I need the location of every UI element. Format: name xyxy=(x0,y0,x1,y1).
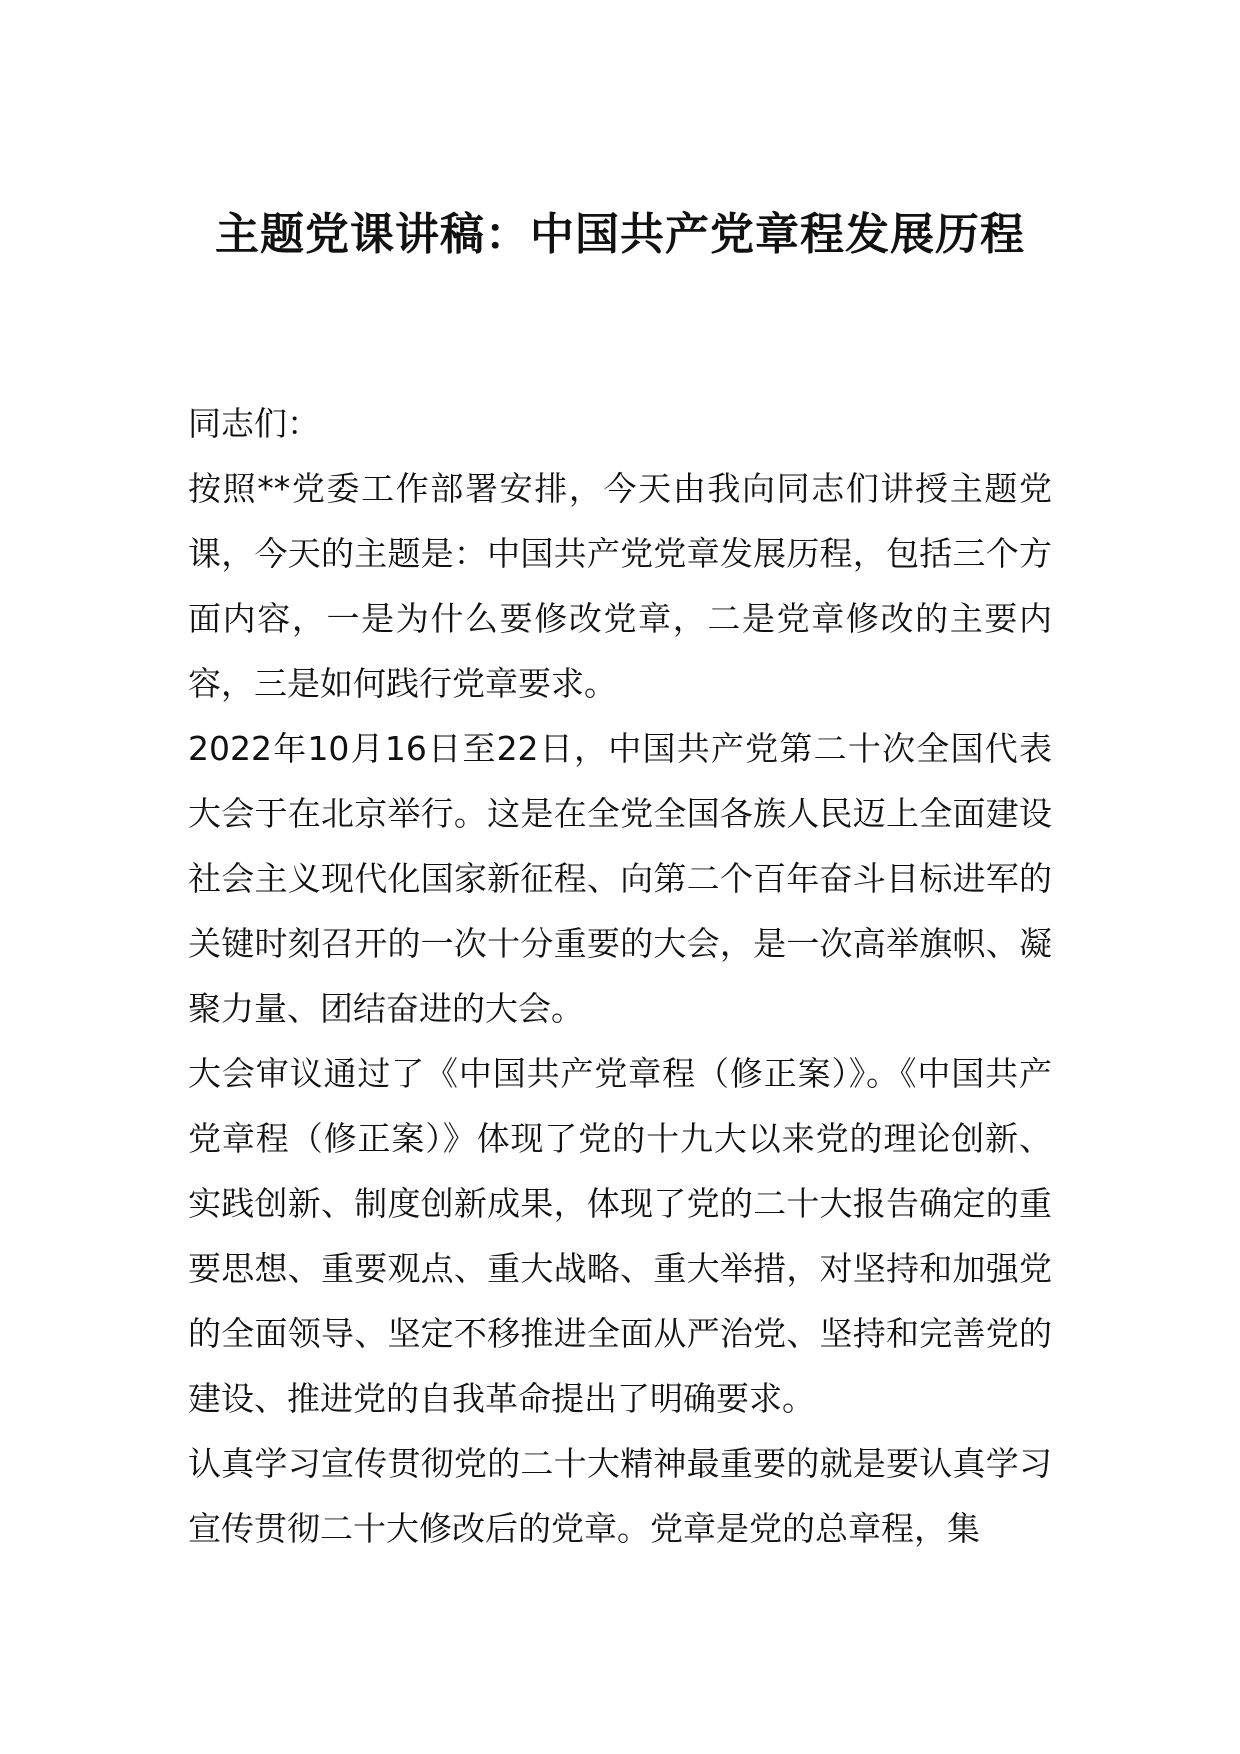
paragraph-study: 认真学习宣传贯彻党的二十大精神最重要的就是要认真学习宣传贯彻二十大修改后的党章。党章是党的总章程，集 xyxy=(188,1444,1052,1548)
salutation: 同志们： xyxy=(188,404,320,443)
document-body xyxy=(188,391,1052,1561)
paragraph-amendment: 大会审议通过了《中国共产党章程（修正案）》。《中国共产党章程（修正案）》体现了党的十九大以来党的理论创新、实践创新、制度创新成果，体现了党的二十大报告确定的重要思想、重要观点、重大战略、重大举措，对坚持和加强党的全面领导、坚定不移推进全面从严治党、坚持和完善党的建设、推进党的自我革命提出了明确要求。 xyxy=(188,1054,1052,1418)
paragraph-congress: 2022年10月16日至22日，中国共产党第二十次全国代表大会于在北京举行。这是在全党全国各族人民迈上全面建设社会主义现代化国家新征程、向第二个百年奋斗目标进军的关键时刻召开的一次十分重要的大会，是一次高举旗帜、凝聚力量、团结奋进的大会。 xyxy=(188,729,1052,1028)
paragraph-intro: 按照**党委工作部署安排，今天由我向同志们讲授主题党课，今天的主题是：中国共产党党章发展历程，包括三个方面内容，一是为什么要修改党章，二是党章修改的主要内容，三是如何践行党章要求。 xyxy=(188,469,1052,703)
document-title: 主题党课讲稿：中国共产党章程发展历程 xyxy=(215,209,1025,260)
